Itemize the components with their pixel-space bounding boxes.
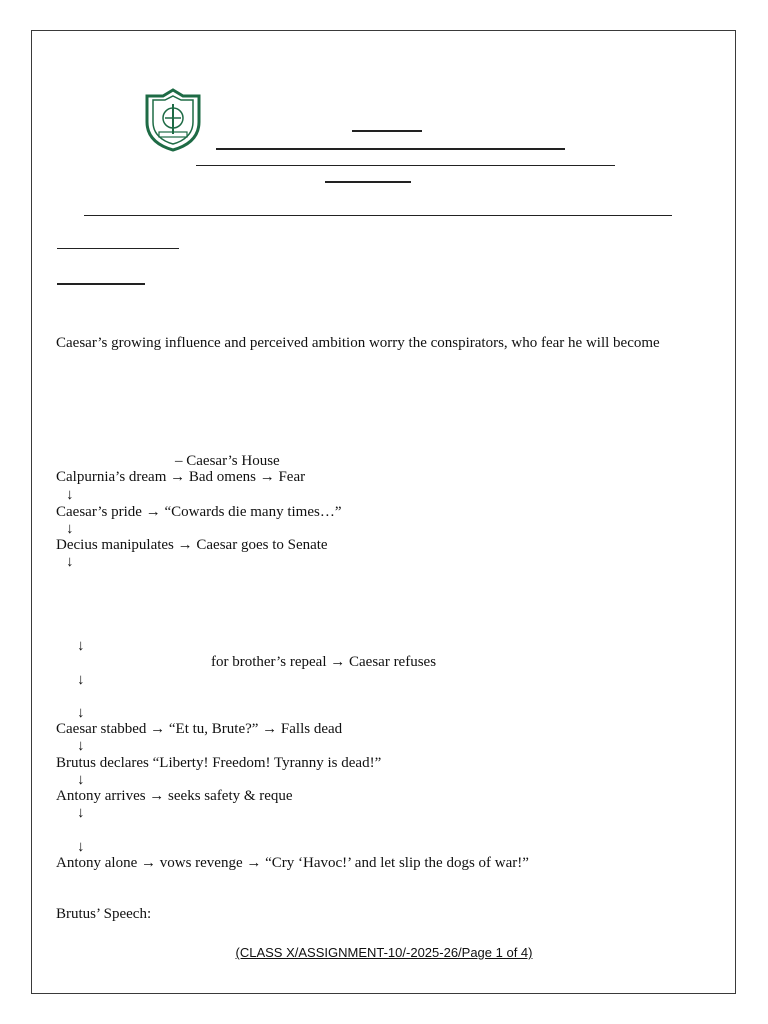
- flow-arrow: ↓: [77, 772, 85, 788]
- section-rule-1: [57, 248, 179, 249]
- school-crest-icon: [143, 88, 203, 152]
- flow-arrow: ↓: [77, 839, 85, 855]
- flow-step-brutus: Brutus declares “Liberty! Freedom! Tyranny is dead!”: [56, 755, 382, 771]
- flow-step-dream: Calpurnia’s dream → Bad omens → Fear: [56, 469, 306, 485]
- flow-arrow: ↓: [66, 487, 74, 503]
- speech-heading: Brutus’ Speech:: [56, 906, 152, 922]
- flow-step-decius: Decius manipulates → Caesar goes to Senate: [56, 537, 328, 553]
- header-rule-1: [352, 130, 422, 132]
- flow-step-pride: Caesar’s pride → “Cowards die many times…”: [56, 504, 342, 520]
- flow-step-repeal: for brother’s repeal → Caesar refuses: [211, 654, 437, 670]
- intro-paragraph: Caesar’s growing influence and perceived ambition worry the conspirators, who fear he will become: [56, 335, 660, 351]
- flow-arrow: ↓: [66, 554, 74, 570]
- page-footer: (CLASS X/ASSIGNMENT-10/-2025-26/Page 1 of 4): [235, 945, 533, 960]
- flow-arrow: ↓: [77, 805, 85, 821]
- flow-step-antony-arrives: Antony arrives → seeks safety & reque: [56, 788, 293, 804]
- flow-arrow: ↓: [77, 638, 85, 654]
- flow-arrow: ↓: [66, 521, 74, 537]
- header-divider: [84, 215, 672, 216]
- flow-arrow: ↓: [77, 672, 85, 688]
- header-rule-3: [196, 165, 615, 166]
- flow-arrow: ↓: [77, 738, 85, 754]
- header-rule-4: [325, 181, 411, 183]
- flow-step-antony-alone: Antony alone → vows revenge → “Cry ‘Havoc!’ and let slip the dogs of war!”: [56, 855, 529, 871]
- header-rule-2: [216, 148, 565, 150]
- flow-step-stabbed: Caesar stabbed → “Et tu, Brute?” → Falls dead: [56, 721, 343, 737]
- scene-heading: – Caesar’s House: [175, 453, 280, 469]
- flow-arrow: ↓: [77, 705, 85, 721]
- section-rule-2: [57, 283, 145, 285]
